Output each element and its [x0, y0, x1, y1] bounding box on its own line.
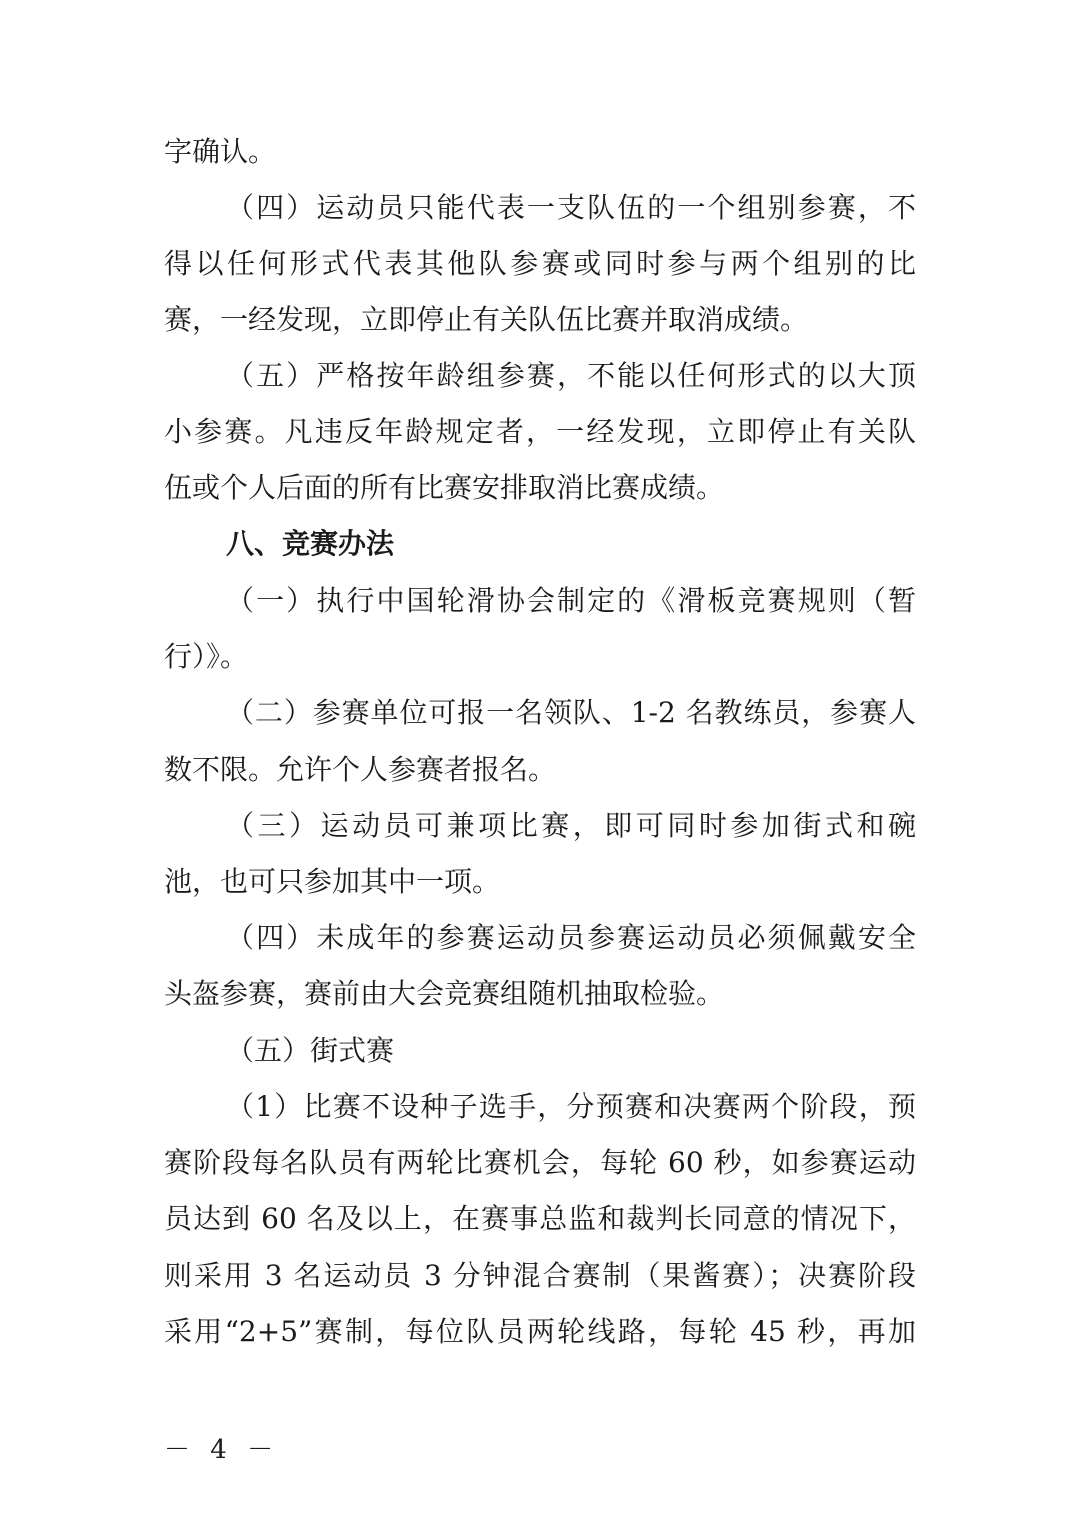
text-line: 小参赛。凡违反年龄规定者，一经发现，立即停止有关队: [164, 415, 916, 448]
text-line: 伍或个人后面的所有比赛安排取消比赛成绩。: [164, 471, 725, 504]
section-heading: 八、竞赛办法: [226, 527, 395, 560]
text-line: （四）运动员只能代表一支队伍的一个组别参赛，不: [226, 191, 916, 224]
text-line: （二）参赛单位可报一名领队、1-2 名教练员，参赛人: [226, 696, 916, 729]
text-line: 数不限。允许个人参赛者报名。: [164, 753, 557, 786]
text-line: 字确认。: [164, 135, 277, 168]
text-line: 员达到 60 名及以上，在赛事总监和裁判长同意的情况下，: [164, 1202, 916, 1235]
page-number: － 4 －: [164, 1435, 280, 1465]
text-line: 赛阶段每名队员有两轮比赛机会，每轮 60 秒，如参赛运动: [164, 1146, 916, 1179]
text-line: 头盔参赛，赛前由大会竞赛组随机抽取检验。: [164, 977, 725, 1010]
text-line: （1）比赛不设种子选手，分预赛和决赛两个阶段，预: [226, 1090, 916, 1123]
text-line: 得以任何形式代表其他队参赛或同时参与两个组别的比: [164, 247, 916, 280]
text-line: 赛，一经发现，立即停止有关队伍比赛并取消成绩。: [164, 303, 809, 336]
text-line: （三）运动员可兼项比赛，即可同时参加街式和碗: [226, 809, 916, 842]
text-line: （五）街式赛: [226, 1034, 395, 1067]
text-line: （一）执行中国轮滑协会制定的《滑板竞赛规则（暂: [226, 584, 916, 617]
text-line: （四）未成年的参赛运动员参赛运动员必须佩戴安全: [226, 921, 916, 954]
text-line: 采用“2+5”赛制，每位队员两轮线路，每轮 45 秒，再加: [164, 1315, 916, 1348]
text-line: 池，也可只参加其中一项。: [164, 865, 501, 898]
text-line: 则采用 3 名运动员 3 分钟混合赛制（果酱赛）；决赛阶段: [164, 1259, 916, 1292]
text-line: （五）严格按年龄组参赛，不能以任何形式的以大顶: [226, 359, 916, 392]
text-line: 行）》。: [164, 640, 249, 673]
